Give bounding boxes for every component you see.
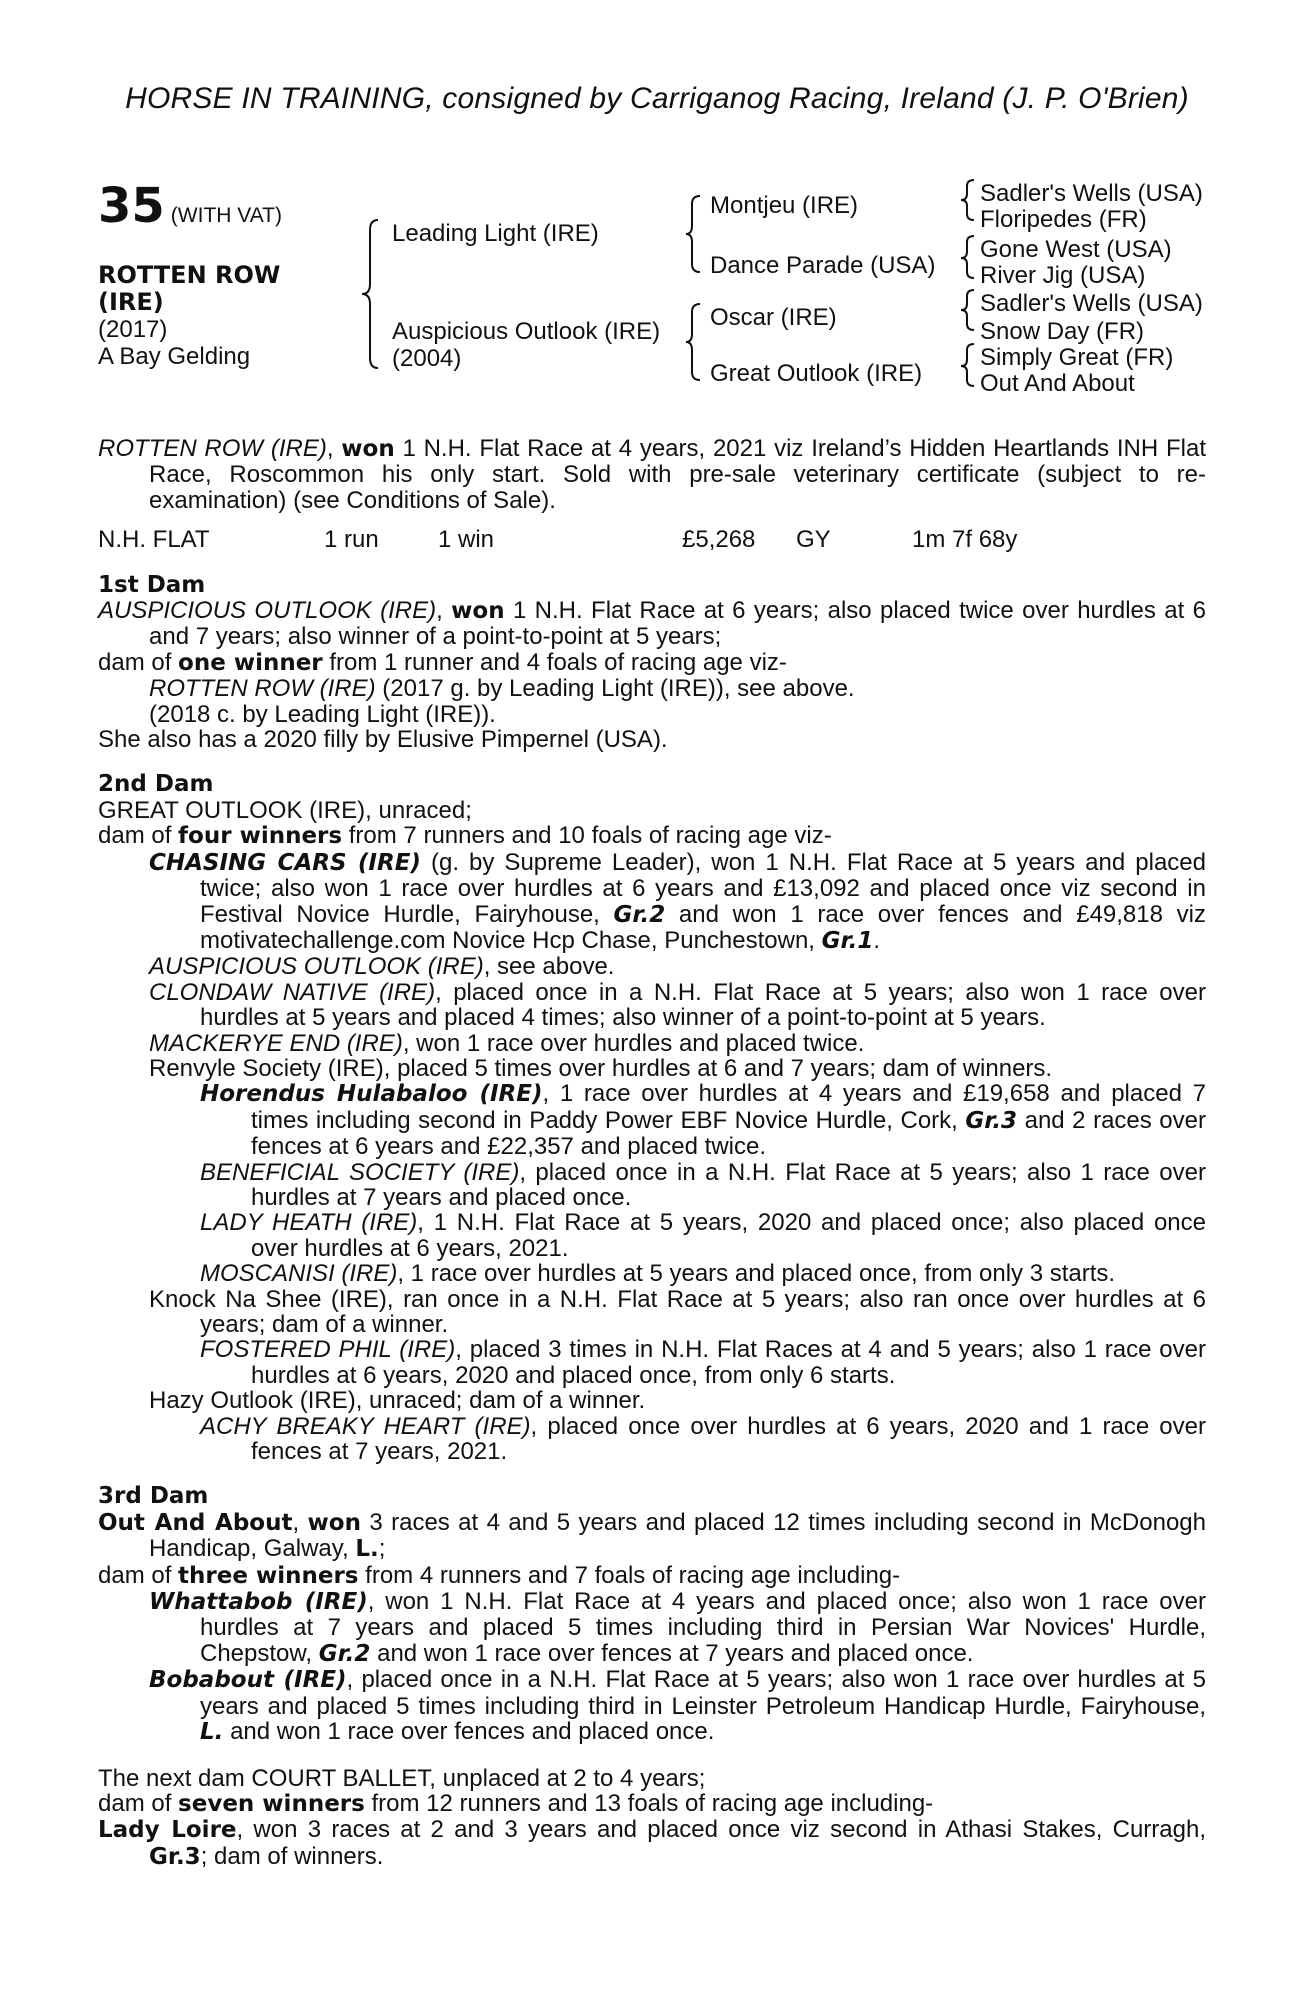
second-dam-produce: dam of four winners from 7 runners and 10 foals of racing age viz-	[98, 822, 832, 850]
record-runs: 1 run	[324, 526, 379, 554]
first-dam-foal-2: (2018 c. by Leading Light (IRE)).	[149, 700, 496, 728]
produce-bobabout: Bobabout (IRE), placed once in a N.H. Flat Race at 5 years; also won 1 race over hurdles at 5 years and placed 5 times including third in Leinster Petroleum Handicap Hurdle, Fairyhouse, L. and won 1 race over fences and placed once.	[149, 1666, 1207, 1746]
pedigree-g3-2: Floripedes (FR)	[980, 206, 1147, 233]
first-dam-foal-1: ROTTEN ROW (IRE) (2017 g. by Leading Light (IRE)), see above.	[149, 675, 855, 703]
produce-hazy-outlook: Hazy Outlook (IRE), unraced; dam of a winner.	[149, 1387, 646, 1415]
vat-note: (WITH VAT)	[170, 204, 282, 227]
record-wins: 1 win	[438, 526, 495, 554]
pedigree-g3-6: Snow Day (FR)	[980, 318, 1145, 345]
produce-fostered-phil: FOSTERED PHIL (IRE), placed 3 times in N.H. Flat Races at 4 and 5 years; also 1 race over hurdles at 6 years, 2020 and placed once, from only 6 starts.	[200, 1336, 1206, 1389]
horse-info	[98, 262, 328, 370]
next-dam-line: The next dam COURT BALLET, unplaced at 2 to 4 years;	[98, 1764, 706, 1792]
lot-number-block	[98, 178, 282, 234]
produce-renvyle-society: Renvyle Society (IRE), placed 5 times over hurdles at 6 and 7 years; dam of winners.	[149, 1054, 1053, 1082]
pedigree-g3-4: River Jig (USA)	[980, 262, 1146, 289]
produce-mackerye-end: MACKERYE END (IRE), won 1 race over hurdles and placed twice.	[149, 1029, 865, 1057]
pedigree-dam-dam: Great Outlook (IRE)	[710, 360, 923, 387]
catalogue-body	[98, 436, 1206, 1870]
pedigree-g3-8: Out And About	[980, 370, 1135, 397]
produce-clondaw-native: CLONDAW NATIVE (IRE), placed once in a N.H. Flat Race at 5 years; also won 1 race over hurdles at 5 years and placed 4 times; also winner of a point-to-point at 5 years.	[149, 978, 1206, 1032]
pedigree-g3-3: Gone West (USA)	[980, 236, 1172, 263]
produce-chasing-cars: CHASING CARS (IRE) (g. by Supreme Leader), won 1 N.H. Flat Race at 5 years and placed twice; also won 1 race over hurdles at 6 years and £13,092 and placed once viz second in Festival Novice Hurdle, Fairyhouse, Gr.2 and won 1 race over fences and £49,818 viz motivatechallenge.com Novice Hcp Chase, Punchestown, Gr.1.	[149, 848, 1206, 954]
produce-horendus-hulabaloo: Horendus Hulabaloo (IRE), 1 race over hurdles at 4 years and £19,658 and placed 7 times including second in Paddy Power EBF Novice Hurdle, Cork, Gr.3 and 2 races over fences at 6 years and £22,357 and placed twice.	[200, 1080, 1206, 1161]
first-dam-note: She also has a 2020 filly by Elusive Pimpernel (USA).	[98, 726, 668, 754]
pedigree-dam-year: (2004)	[392, 345, 462, 372]
horse-name: ROTTEN ROW (IRE)	[98, 261, 281, 316]
horse-year: (2017)	[98, 316, 168, 343]
produce-lady-heath: LADY HEATH (IRE), 1 N.H. Flat Race at 5 years, 2020 and placed once; also placed once over hurdles at 6 years, 2021.	[200, 1209, 1206, 1262]
next-dam-produce: dam of seven winners from 12 runners and 13 foals of racing age including-	[98, 1789, 934, 1817]
record-going: GY	[796, 526, 831, 554]
consignor-header: HORSE IN TRAINING, consigned by Carriganog Racing, Ireland (J. P. O'Brien)	[125, 82, 1189, 115]
pedigree-sire-dam: Dance Parade (USA)	[710, 252, 936, 279]
produce-whattabob: Whattabob (IRE), won 1 N.H. Flat Race at 4 years and placed once; also won 1 race over hurdles at 7 years and placed 5 times including third in Persian War Novices' Hurdle, Chepstow, Gr.2 and won 1 race over fences at 7 years and placed once.	[149, 1588, 1206, 1667]
third-dam-line: Out And About, won 3 races at 4 and 5 years and placed 12 times including second in McDonogh Handicap, Galway, L.;	[98, 1508, 1206, 1563]
race-record	[98, 527, 1206, 552]
record-type: N.H. FLAT	[98, 526, 210, 554]
pedigree-sire: Leading Light (IRE)	[392, 220, 599, 247]
pedigree-dam-sire: Oscar (IRE)	[710, 304, 837, 331]
pedigree-sire-sire: Montjeu (IRE)	[710, 192, 859, 219]
produce-knock-na-shee: Knock Na Shee (IRE), ran once in a N.H. Flat Race at 5 years; also ran once over hurdles at 6 years; dam of a winner.	[149, 1285, 1206, 1338]
third-dam-produce: dam of three winners from 4 runners and 7 foals of racing age including-	[98, 1561, 901, 1589]
first-dam-produce: dam of one winner from 1 runner and 4 foals of racing age viz-	[98, 648, 787, 676]
third-dam-heading: 3rd Dam	[98, 1483, 209, 1510]
pedigree-g3-5: Sadler's Wells (USA)	[980, 290, 1203, 317]
record-earnings: £5,268	[682, 526, 756, 554]
first-dam-line: AUSPICIOUS OUTLOOK (IRE), won 1 N.H. Flat Race at 6 years; also placed twice over hurdles at 6 and 7 years; also winner of a point-to-point at 5 years;	[98, 597, 1206, 651]
second-dam-line: GREAT OUTLOOK (IRE), unraced;	[98, 796, 472, 824]
produce-moscanisi: MOSCANISI (IRE), 1 race over hurdles at 5 years and placed once, from only 3 starts.	[200, 1260, 1116, 1288]
produce-achy-breaky-heart: ACHY BREAKY HEART (IRE), placed once over hurdles at 6 years, 2020 and 1 race over fences at 7 years, 2021.	[200, 1412, 1206, 1466]
pedigree-dam: Auspicious Outlook (IRE)	[392, 318, 661, 345]
lot-number: 35	[98, 178, 165, 234]
pedigree-g3-7: Simply Great (FR)	[980, 344, 1174, 371]
second-dam-heading: 2nd Dam	[98, 771, 214, 798]
first-dam-heading: 1st Dam	[98, 571, 206, 598]
produce-beneficial-society: BENEFICIAL SOCIETY (IRE), placed once in a N.H. Flat Race at 5 years; also 1 race over hurdles at 7 years and placed once.	[200, 1158, 1206, 1211]
produce-lady-loire: Lady Loire, won 3 races at 2 and 3 years and placed once viz second in Athasi Stakes, Curragh, Gr.3; dam of winners.	[98, 1816, 1206, 1870]
pedigree-g3-1: Sadler's Wells (USA)	[980, 180, 1203, 207]
record-distance: 1m 7f 68y	[912, 526, 1018, 554]
produce-auspicious-outlook: AUSPICIOUS OUTLOOK (IRE), see above.	[149, 953, 615, 981]
horse-description: A Bay Gelding	[98, 343, 251, 370]
intro-paragraph: ROTTEN ROW (IRE), won 1 N.H. Flat Race at 4 years, 2021 viz Ireland’s Hidden Heartlands INH Flat Race, Roscommon his only start. Sold with pre-sale veterinary certificate (subject to re-examination) (see Conditions of Sale).	[98, 435, 1206, 514]
